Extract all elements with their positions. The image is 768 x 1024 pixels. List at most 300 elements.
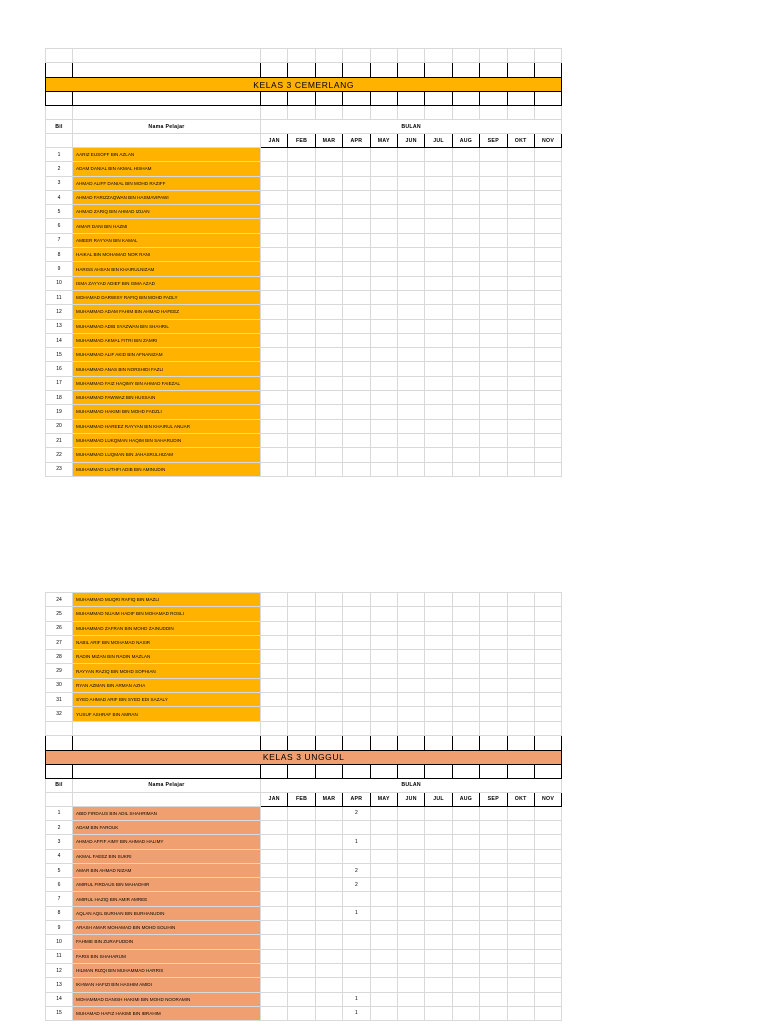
month-value-cell[interactable] [315, 362, 342, 376]
month-value-cell[interactable] [288, 433, 315, 447]
month-value-cell[interactable] [480, 820, 507, 834]
month-value-cell[interactable] [534, 906, 561, 920]
month-value-cell[interactable] [507, 448, 534, 462]
month-value-cell[interactable] [315, 1006, 342, 1020]
month-value-cell[interactable] [425, 319, 452, 333]
month-value-cell[interactable] [343, 348, 370, 362]
month-value-cell[interactable] [534, 219, 561, 233]
empty-cell[interactable] [46, 764, 73, 778]
student-name[interactable]: MUHAMMAD FAIZ HAQIMY BIN AHMAD FAIEZAL [73, 376, 261, 390]
month-value-cell[interactable] [534, 849, 561, 863]
month-value-cell[interactable]: 1 [343, 992, 370, 1006]
month-value-cell[interactable]: 1 [343, 906, 370, 920]
student-name[interactable]: SYED AHMAD ARIF BIN SYED EDI SAZALY [73, 693, 261, 707]
month-value-cell[interactable] [425, 892, 452, 906]
month-value-cell[interactable] [480, 233, 507, 247]
month-value-cell[interactable] [397, 693, 424, 707]
month-value-cell[interactable] [397, 978, 424, 992]
month-value-cell[interactable] [480, 219, 507, 233]
month-value-cell[interactable] [425, 806, 452, 820]
month-value-cell[interactable] [397, 190, 424, 204]
month-value-cell[interactable] [397, 650, 424, 664]
month-value-cell[interactable] [397, 949, 424, 963]
empty-cell[interactable] [534, 735, 561, 750]
month-value-cell[interactable] [397, 205, 424, 219]
month-value-cell[interactable] [507, 276, 534, 290]
month-value-cell[interactable] [261, 650, 288, 664]
month-value-cell[interactable] [288, 820, 315, 834]
month-value-cell[interactable] [397, 707, 424, 721]
month-value-cell[interactable] [370, 693, 397, 707]
month-value-cell[interactable] [315, 849, 342, 863]
student-name[interactable]: AHMAD AFFIF AIMY BIN AHMAD HALIMY [73, 835, 261, 849]
month-value-cell[interactable] [452, 419, 479, 433]
month-value-cell[interactable] [261, 593, 288, 607]
month-value-cell[interactable] [480, 319, 507, 333]
month-value-cell[interactable] [343, 233, 370, 247]
month-value-cell[interactable] [534, 148, 561, 162]
month-value-cell[interactable] [370, 391, 397, 405]
month-value-cell[interactable] [315, 148, 342, 162]
student-name[interactable]: HAIKAL BIN MOHAMAD NOR RANI [73, 248, 261, 262]
student-name[interactable]: NABIL ARIF BIN MOHAMAD NASIR [73, 635, 261, 649]
month-value-cell[interactable] [452, 262, 479, 276]
month-value-cell[interactable] [261, 448, 288, 462]
month-value-cell[interactable] [425, 678, 452, 692]
month-value-cell[interactable] [343, 248, 370, 262]
month-value-cell[interactable] [288, 448, 315, 462]
month-value-cell[interactable] [288, 949, 315, 963]
month-value-cell[interactable] [315, 607, 342, 621]
student-name[interactable]: MUHAMMAD HAREEZ RAYYAN BIN KHAIRUL ANUAR [73, 419, 261, 433]
empty-cell[interactable] [261, 106, 288, 120]
month-value-cell[interactable] [288, 148, 315, 162]
month-value-cell[interactable] [480, 963, 507, 977]
empty-cell[interactable] [261, 63, 288, 78]
empty-cell[interactable] [315, 106, 342, 120]
month-value-cell[interactable] [452, 863, 479, 877]
month-value-cell[interactable] [507, 892, 534, 906]
month-value-cell[interactable] [425, 348, 452, 362]
empty-cell[interactable] [425, 92, 452, 106]
empty-cell[interactable] [452, 63, 479, 78]
month-value-cell[interactable] [425, 664, 452, 678]
month-value-cell[interactable] [343, 262, 370, 276]
month-value-cell[interactable] [507, 419, 534, 433]
month-value-cell[interactable] [261, 820, 288, 834]
month-value-cell[interactable] [452, 707, 479, 721]
month-value-cell[interactable] [534, 419, 561, 433]
month-value-cell[interactable] [425, 849, 452, 863]
month-value-cell[interactable] [425, 921, 452, 935]
month-value-cell[interactable] [397, 262, 424, 276]
month-value-cell[interactable] [480, 892, 507, 906]
month-value-cell[interactable] [288, 233, 315, 247]
student-name[interactable]: FAHMIE BIN ZURAFUDDIN [73, 935, 261, 949]
month-value-cell[interactable] [288, 921, 315, 935]
month-value-cell[interactable] [452, 305, 479, 319]
month-value-cell[interactable] [452, 190, 479, 204]
empty-cell[interactable] [534, 106, 561, 120]
student-name[interactable]: MOHAMMAD DANISH HAKIMI BIN MOHD NOORAMIN [73, 992, 261, 1006]
month-value-cell[interactable] [425, 305, 452, 319]
month-value-cell[interactable] [288, 262, 315, 276]
month-value-cell[interactable] [397, 607, 424, 621]
student-name[interactable]: FARIS BIN SHAHARUM [73, 949, 261, 963]
month-value-cell[interactable] [261, 333, 288, 347]
month-value-cell[interactable] [288, 333, 315, 347]
month-value-cell[interactable] [507, 290, 534, 304]
month-value-cell[interactable] [288, 621, 315, 635]
month-value-cell[interactable] [480, 162, 507, 176]
month-value-cell[interactable] [397, 849, 424, 863]
empty-cell[interactable] [480, 106, 507, 120]
month-value-cell[interactable] [534, 693, 561, 707]
month-value-cell[interactable] [480, 635, 507, 649]
month-value-cell[interactable] [288, 863, 315, 877]
month-value-cell[interactable] [315, 190, 342, 204]
month-value-cell[interactable] [452, 333, 479, 347]
month-value-cell[interactable] [315, 448, 342, 462]
empty-cell[interactable] [315, 92, 342, 106]
month-value-cell[interactable] [507, 1006, 534, 1020]
month-value-cell[interactable] [261, 806, 288, 820]
month-value-cell[interactable] [288, 305, 315, 319]
month-value-cell[interactable] [288, 835, 315, 849]
month-value-cell[interactable] [507, 205, 534, 219]
empty-cell[interactable] [534, 764, 561, 778]
month-value-cell[interactable] [343, 448, 370, 462]
empty-cell[interactable] [261, 92, 288, 106]
empty-cell[interactable] [288, 721, 315, 735]
empty-cell[interactable] [425, 735, 452, 750]
month-value-cell[interactable] [288, 376, 315, 390]
empty-cell[interactable] [480, 63, 507, 78]
month-value-cell[interactable] [480, 190, 507, 204]
month-value-cell[interactable] [315, 162, 342, 176]
month-value-cell[interactable] [397, 405, 424, 419]
month-value-cell[interactable] [370, 820, 397, 834]
month-value-cell[interactable] [343, 849, 370, 863]
month-value-cell[interactable] [480, 906, 507, 920]
month-value-cell[interactable] [452, 205, 479, 219]
month-value-cell[interactable] [343, 693, 370, 707]
month-value-cell[interactable] [507, 806, 534, 820]
empty-cell[interactable] [370, 92, 397, 106]
month-value-cell[interactable] [343, 963, 370, 977]
student-name[interactable]: ABID FIRDAUS BIN ADIL SHAHRIMAN [73, 806, 261, 820]
month-value-cell[interactable] [288, 593, 315, 607]
student-name[interactable]: MUHAMMAD ZAFRAN BIN MOHD ZAINUDDIN [73, 621, 261, 635]
month-value-cell[interactable] [452, 906, 479, 920]
month-value-cell[interactable] [425, 935, 452, 949]
month-value-cell[interactable] [315, 878, 342, 892]
student-name[interactable]: RAYYAN RAZIQ BIN MOHD SOPHIAN [73, 664, 261, 678]
empty-cell[interactable] [343, 63, 370, 78]
month-value-cell[interactable] [452, 621, 479, 635]
month-value-cell[interactable] [425, 1006, 452, 1020]
month-value-cell[interactable] [452, 148, 479, 162]
month-value-cell[interactable] [288, 319, 315, 333]
month-value-cell[interactable] [452, 405, 479, 419]
month-value-cell[interactable] [534, 233, 561, 247]
student-name[interactable]: AIMAR DANI BIN HAZMI [73, 219, 261, 233]
month-value-cell[interactable] [425, 162, 452, 176]
month-value-cell[interactable] [452, 949, 479, 963]
month-value-cell[interactable] [452, 992, 479, 1006]
month-value-cell[interactable] [480, 863, 507, 877]
month-value-cell[interactable] [288, 992, 315, 1006]
month-value-cell[interactable] [288, 650, 315, 664]
month-value-cell[interactable] [288, 290, 315, 304]
month-value-cell[interactable] [507, 664, 534, 678]
month-value-cell[interactable] [507, 650, 534, 664]
month-value-cell[interactable] [425, 906, 452, 920]
month-value-cell[interactable] [507, 835, 534, 849]
month-value-cell[interactable] [507, 906, 534, 920]
month-value-cell[interactable] [507, 148, 534, 162]
month-value-cell[interactable] [370, 348, 397, 362]
student-name[interactable]: MUHAMMAD FAWWAZ BIN HUSSAIN [73, 391, 261, 405]
month-value-cell[interactable] [534, 650, 561, 664]
month-value-cell[interactable] [315, 992, 342, 1006]
month-value-cell[interactable] [261, 949, 288, 963]
month-value-cell[interactable] [370, 678, 397, 692]
month-value-cell[interactable] [507, 878, 534, 892]
month-value-cell[interactable] [534, 348, 561, 362]
month-value-cell[interactable] [425, 405, 452, 419]
month-value-cell[interactable] [370, 262, 397, 276]
month-value-cell[interactable] [315, 333, 342, 347]
month-value-cell[interactable] [480, 992, 507, 1006]
month-value-cell[interactable] [370, 906, 397, 920]
month-value-cell[interactable] [452, 162, 479, 176]
empty-cell[interactable] [397, 106, 424, 120]
empty-cell[interactable] [261, 764, 288, 778]
month-value-cell[interactable] [507, 921, 534, 935]
month-value-cell[interactable] [534, 664, 561, 678]
month-value-cell[interactable] [288, 391, 315, 405]
empty-cell[interactable] [480, 92, 507, 106]
empty-cell[interactable] [480, 764, 507, 778]
empty-cell[interactable] [46, 63, 73, 78]
month-value-cell[interactable] [315, 405, 342, 419]
month-value-cell[interactable] [315, 678, 342, 692]
month-value-cell[interactable] [480, 448, 507, 462]
month-value-cell[interactable] [288, 176, 315, 190]
month-value-cell[interactable] [507, 707, 534, 721]
month-value-cell[interactable] [452, 635, 479, 649]
month-value-cell[interactable] [261, 233, 288, 247]
month-value-cell[interactable] [452, 878, 479, 892]
month-value-cell[interactable] [397, 906, 424, 920]
month-value-cell[interactable] [370, 650, 397, 664]
empty-cell[interactable] [452, 106, 479, 120]
month-value-cell[interactable] [315, 806, 342, 820]
month-value-cell[interactable] [425, 290, 452, 304]
month-value-cell[interactable] [288, 906, 315, 920]
student-name[interactable]: MUHAMAD HAFIZ HAKIMI BIN IBRAHIM [73, 1006, 261, 1020]
month-value-cell[interactable] [480, 391, 507, 405]
month-value-cell[interactable] [261, 835, 288, 849]
month-value-cell[interactable] [452, 290, 479, 304]
month-value-cell[interactable] [507, 635, 534, 649]
month-value-cell[interactable] [534, 448, 561, 462]
month-value-cell[interactable] [397, 248, 424, 262]
month-value-cell[interactable] [452, 849, 479, 863]
month-value-cell[interactable] [480, 433, 507, 447]
month-value-cell[interactable] [343, 419, 370, 433]
month-value-cell[interactable] [397, 892, 424, 906]
month-value-cell[interactable] [534, 707, 561, 721]
month-value-cell[interactable] [397, 391, 424, 405]
month-value-cell[interactable] [452, 820, 479, 834]
month-value-cell[interactable] [480, 707, 507, 721]
month-value-cell[interactable] [288, 276, 315, 290]
month-value-cell[interactable] [397, 290, 424, 304]
month-value-cell[interactable] [452, 892, 479, 906]
month-value-cell[interactable] [507, 333, 534, 347]
empty-cell[interactable] [452, 735, 479, 750]
month-value-cell[interactable] [288, 878, 315, 892]
month-value-cell[interactable] [397, 433, 424, 447]
month-value-cell[interactable] [261, 248, 288, 262]
month-value-cell[interactable] [534, 806, 561, 820]
empty-cell[interactable] [370, 106, 397, 120]
month-value-cell[interactable] [534, 992, 561, 1006]
month-value-cell[interactable] [288, 162, 315, 176]
month-value-cell[interactable]: 1 [343, 1006, 370, 1020]
month-value-cell[interactable] [425, 992, 452, 1006]
month-value-cell[interactable] [343, 607, 370, 621]
month-value-cell[interactable] [397, 678, 424, 692]
month-value-cell[interactable] [315, 835, 342, 849]
month-value-cell[interactable] [507, 935, 534, 949]
month-value-cell[interactable] [507, 433, 534, 447]
month-value-cell[interactable] [315, 892, 342, 906]
month-value-cell[interactable] [288, 248, 315, 262]
month-value-cell[interactable] [534, 276, 561, 290]
month-value-cell[interactable] [261, 148, 288, 162]
empty-cell[interactable] [507, 106, 534, 120]
month-value-cell[interactable] [343, 405, 370, 419]
month-value-cell[interactable] [480, 935, 507, 949]
month-value-cell[interactable] [397, 621, 424, 635]
student-name[interactable]: MUHAMMAD ALIF AKID BIN AFNANIZAM [73, 348, 261, 362]
month-value-cell[interactable] [370, 707, 397, 721]
empty-cell[interactable] [452, 92, 479, 106]
month-value-cell[interactable] [343, 935, 370, 949]
student-name[interactable]: ISMA ZAYYAD ADIEF BIN ISMA AZAD [73, 276, 261, 290]
empty-cell[interactable] [73, 49, 261, 63]
month-value-cell[interactable] [343, 176, 370, 190]
month-value-cell[interactable] [288, 935, 315, 949]
empty-cell[interactable] [507, 49, 534, 63]
student-name[interactable]: AHMAD FARIZZAQWAN BIN HASMAVIPAWI [73, 190, 261, 204]
month-value-cell[interactable] [452, 376, 479, 390]
month-value-cell[interactable] [261, 376, 288, 390]
month-value-cell[interactable] [397, 376, 424, 390]
student-name[interactable]: RADIN MIZAN BIN RADIN MAZLAN [73, 650, 261, 664]
empty-cell[interactable] [370, 721, 397, 735]
month-value-cell[interactable] [288, 205, 315, 219]
month-value-cell[interactable] [425, 448, 452, 462]
month-value-cell[interactable] [370, 448, 397, 462]
month-value-cell[interactable] [315, 433, 342, 447]
month-value-cell[interactable] [507, 233, 534, 247]
student-name[interactable]: AMEER RAYYAN BIN KAMAL [73, 233, 261, 247]
empty-cell[interactable] [288, 764, 315, 778]
student-name[interactable]: AQLAN AQIL BURHAN BIN BURHANUDIN [73, 906, 261, 920]
month-value-cell[interactable] [425, 820, 452, 834]
month-value-cell[interactable] [480, 462, 507, 476]
month-value-cell[interactable] [507, 162, 534, 176]
month-value-cell[interactable] [534, 205, 561, 219]
month-value-cell[interactable] [288, 190, 315, 204]
month-value-cell[interactable] [425, 362, 452, 376]
empty-cell[interactable] [425, 106, 452, 120]
month-value-cell[interactable] [507, 820, 534, 834]
empty-cell[interactable] [534, 92, 561, 106]
month-value-cell[interactable] [261, 878, 288, 892]
month-value-cell[interactable] [343, 635, 370, 649]
month-value-cell[interactable] [370, 305, 397, 319]
month-value-cell[interactable] [261, 219, 288, 233]
month-value-cell[interactable] [425, 333, 452, 347]
month-value-cell[interactable] [480, 333, 507, 347]
month-value-cell[interactable] [507, 992, 534, 1006]
month-value-cell[interactable] [343, 319, 370, 333]
month-value-cell[interactable] [343, 148, 370, 162]
month-value-cell[interactable] [288, 963, 315, 977]
student-name[interactable]: IKHWAN HAFIZI BIN HASHIM AMIDI [73, 978, 261, 992]
month-value-cell[interactable] [261, 433, 288, 447]
student-name[interactable]: AMAR BIN AHMAD NIZAM [73, 863, 261, 877]
month-value-cell[interactable] [288, 419, 315, 433]
student-name[interactable]: MUHAMMAD MUQRI RAFIQ BIN MAZLI [73, 593, 261, 607]
month-value-cell[interactable] [261, 176, 288, 190]
month-value-cell[interactable] [343, 205, 370, 219]
month-value-cell[interactable] [534, 978, 561, 992]
month-value-cell[interactable] [288, 664, 315, 678]
month-value-cell[interactable] [370, 148, 397, 162]
month-value-cell[interactable] [452, 319, 479, 333]
empty-cell[interactable] [425, 63, 452, 78]
month-value-cell[interactable] [425, 376, 452, 390]
month-value-cell[interactable] [534, 678, 561, 692]
month-value-cell[interactable] [452, 664, 479, 678]
month-value-cell[interactable] [343, 190, 370, 204]
month-value-cell[interactable] [261, 664, 288, 678]
month-value-cell[interactable] [425, 593, 452, 607]
month-value-cell[interactable] [397, 462, 424, 476]
month-value-cell[interactable] [425, 635, 452, 649]
empty-cell[interactable] [288, 49, 315, 63]
month-value-cell[interactable] [370, 333, 397, 347]
month-value-cell[interactable] [425, 419, 452, 433]
month-value-cell[interactable] [452, 362, 479, 376]
empty-cell[interactable] [370, 63, 397, 78]
month-value-cell[interactable] [343, 219, 370, 233]
student-name[interactable]: MOHAMAD DARWISY RAFIQ BIN MOHD FADLY [73, 290, 261, 304]
month-value-cell[interactable] [452, 963, 479, 977]
month-value-cell[interactable] [480, 693, 507, 707]
student-name[interactable]: HILMAN RIZQI BIN MUHAMMAD HARRIS [73, 963, 261, 977]
month-value-cell[interactable] [480, 621, 507, 635]
empty-cell[interactable] [534, 63, 561, 78]
month-value-cell[interactable] [425, 233, 452, 247]
month-value-cell[interactable] [534, 921, 561, 935]
